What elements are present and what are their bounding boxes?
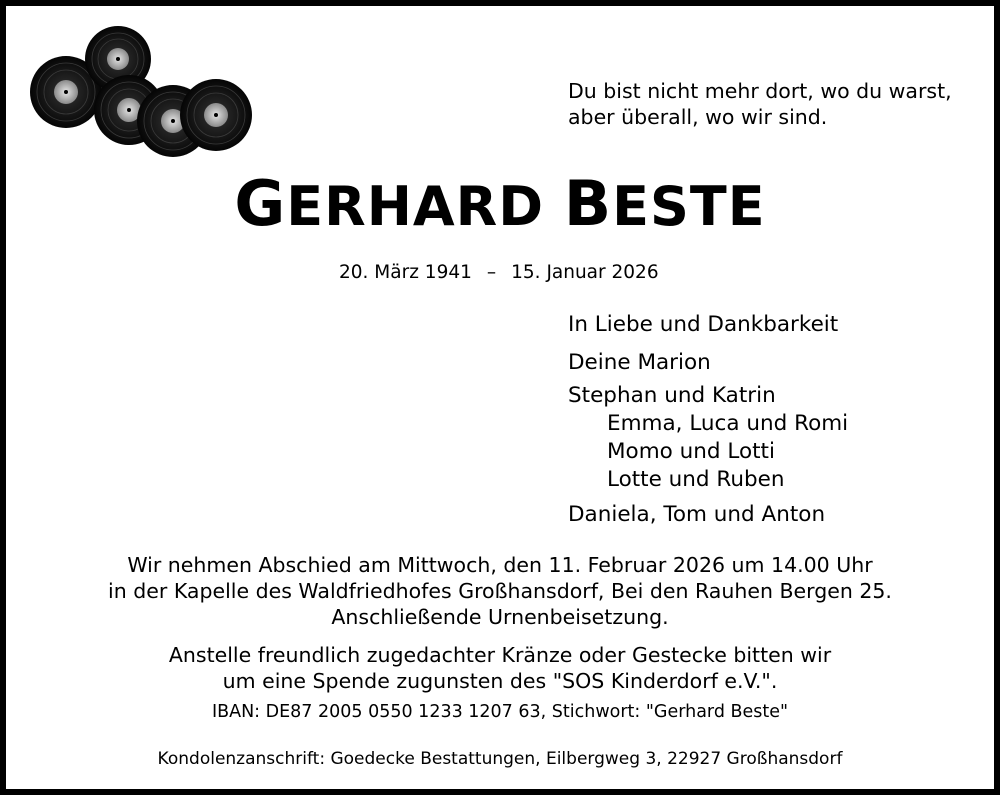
condolence-address: Kondolenzanschrift: Goedecke Bestattungen, Eilbergweg 3, 22927 Großhansdorf	[157, 749, 843, 769]
first-name-initial: G	[234, 167, 287, 240]
death-date: 15. Januar 2026	[511, 262, 659, 283]
vinyl-records-icon	[28, 25, 254, 161]
quote-line-1: Du bist nicht mehr dort, wo du warst,	[568, 79, 952, 103]
donation-request	[0, 642, 1000, 694]
first-name-rest: ERHARD	[286, 175, 545, 238]
life-dates	[339, 262, 659, 283]
donation-line-1: Anstelle freundlich zugedachter Kränze oder Gestecke bitten wir	[168, 643, 832, 667]
family-member: Emma, Luca und Romi	[607, 411, 849, 436]
service-line-3: Anschließende Urnenbeisetzung.	[331, 605, 669, 629]
service-line-1: Wir nehmen Abschied am Mittwoch, den 11. Februar 2026 um 14.00 Uhr	[127, 553, 873, 577]
family-member: Deine Marion	[568, 350, 711, 375]
family-member: Stephan und Katrin	[568, 383, 776, 408]
memorial-quote	[568, 78, 952, 130]
iban-info: IBAN: DE87 2005 0550 1233 1207 63, Stichwort: "Gerhard Beste"	[211, 702, 789, 722]
family-member: Lotte und Ruben	[607, 467, 785, 492]
birth-date: 20. März 1941	[339, 262, 472, 283]
last-name-rest: ESTE	[612, 175, 766, 238]
service-line-2: in der Kapelle des Waldfriedhofes Großhansdorf, Bei den Rauhen Bergen 25.	[108, 579, 892, 603]
last-name-initial: B	[563, 167, 613, 240]
date-separator: –	[486, 262, 497, 283]
quote-line-2: aber überall, wo wir sind.	[568, 105, 828, 129]
family-member: Momo und Lotti	[607, 439, 775, 464]
deceased-name	[0, 167, 1000, 240]
service-info	[0, 552, 1000, 630]
donation-line-2: um eine Spende zugunsten des "SOS Kinderdorf e.V.".	[222, 669, 778, 693]
record-5	[180, 79, 252, 151]
family-intro: In Liebe und Dankbarkeit	[568, 312, 839, 337]
family-member: Daniela, Tom und Anton	[568, 502, 826, 527]
